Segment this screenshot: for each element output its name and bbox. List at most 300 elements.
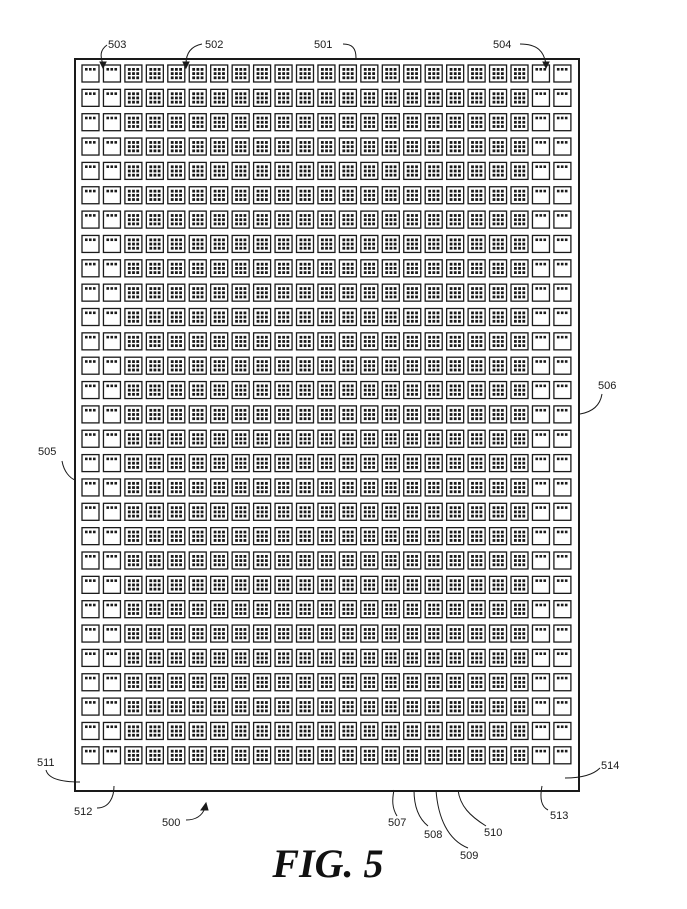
cell-dot: [325, 389, 328, 392]
cell-dot: [265, 101, 268, 104]
cell-dot: [136, 117, 139, 120]
cell-dot: [282, 340, 285, 343]
cell-dot: [407, 92, 410, 95]
cell-dot: [390, 170, 393, 173]
cell-dot: [372, 92, 375, 95]
cell-dot: [214, 584, 217, 587]
cell-dot: [394, 563, 397, 566]
cell-dot: [261, 482, 264, 485]
cell-dot: [175, 588, 178, 591]
cell-dot: [347, 393, 350, 396]
cell-dot: [265, 194, 268, 197]
interior-cell: [339, 162, 356, 179]
cell-dot: [244, 316, 247, 319]
cell-dot: [304, 417, 307, 420]
cell-dot: [321, 97, 324, 100]
cell-dot: [407, 539, 410, 542]
cell-dot: [372, 141, 375, 144]
cell-dot: [128, 466, 131, 469]
interior-cell: [404, 65, 421, 82]
cell-dot: [261, 413, 264, 416]
cell-dot: [201, 271, 204, 274]
cell-dot: [201, 364, 204, 367]
cell-dot: [428, 320, 431, 323]
cell-dot: [428, 515, 431, 518]
cell-dot: [342, 316, 345, 319]
interior-cell: [361, 333, 378, 350]
cell-dot: [411, 417, 414, 420]
cell-dot: [450, 145, 453, 148]
cell-dot: [261, 238, 264, 241]
cell-dot: [347, 360, 350, 363]
cell-dot: [390, 149, 393, 152]
cell-dot: [514, 170, 517, 173]
cell-dot: [244, 579, 247, 582]
cell-dot: [407, 389, 410, 392]
cell-dot: [342, 563, 345, 566]
cell-dot: [351, 535, 354, 538]
interior-cell: [318, 552, 335, 569]
cell-dot: [428, 287, 431, 290]
cell-dot: [514, 482, 517, 485]
cell-dot: [450, 511, 453, 514]
cell-dot: [196, 539, 199, 542]
cell-dot: [394, 336, 397, 339]
cell-dot: [114, 68, 117, 71]
cell-dot: [239, 535, 242, 538]
cell-dot: [557, 433, 560, 436]
cell-dot: [136, 287, 139, 290]
cell-dot: [244, 511, 247, 514]
cell-dot: [171, 287, 174, 290]
cell-dot: [261, 125, 264, 128]
cell-dot: [385, 296, 388, 299]
cell-dot: [497, 267, 500, 270]
cell-dot: [390, 125, 393, 128]
cell-dot: [342, 511, 345, 514]
cell-dot: [368, 442, 371, 445]
cell-dot: [265, 247, 268, 250]
cell-outline: [103, 576, 120, 593]
cell-dot: [329, 291, 332, 294]
cell-dot: [196, 117, 199, 120]
cell-dot: [265, 393, 268, 396]
cell-dot: [218, 531, 221, 534]
edge-cell: [103, 333, 120, 350]
cell-dot: [132, 97, 135, 100]
cell-dot: [300, 194, 303, 197]
cell-dot: [89, 238, 92, 241]
cell-dot: [175, 218, 178, 221]
cell-dot: [522, 190, 525, 193]
interior-cell: [168, 162, 185, 179]
interior-cell: [254, 211, 271, 228]
cell-dot: [175, 340, 178, 343]
cell-dot: [235, 584, 238, 587]
cell-dot: [235, 68, 238, 71]
cell-dot: [415, 385, 418, 388]
interior-cell: [382, 503, 399, 520]
interior-cell: [275, 455, 292, 472]
cell-dot: [329, 369, 332, 372]
cell-dot: [364, 588, 367, 591]
cell-dot: [222, 214, 225, 217]
cell-dot: [368, 409, 371, 412]
cell-dot: [450, 385, 453, 388]
cell-dot: [428, 271, 431, 274]
cell-dot: [493, 506, 496, 509]
cell-dot: [196, 149, 199, 152]
cell-dot: [308, 291, 311, 294]
cell-dot: [475, 360, 478, 363]
cell-dot: [415, 72, 418, 75]
interior-cell: [232, 260, 249, 277]
cell-dot: [493, 462, 496, 465]
cell-dot: [501, 141, 504, 144]
cell-dot: [257, 271, 260, 274]
interior-cell: [339, 187, 356, 204]
cell-dot: [257, 117, 260, 120]
cell-dot: [265, 458, 268, 461]
cell-dot: [257, 190, 260, 193]
interior-cell: [232, 138, 249, 155]
interior-cell: [425, 187, 442, 204]
interior-cell: [189, 382, 206, 399]
cell-outline: [554, 552, 571, 569]
cell-dot: [407, 409, 410, 412]
cell-dot: [497, 291, 500, 294]
cell-dot: [304, 312, 307, 315]
cell-dot: [432, 482, 435, 485]
cell-dot: [282, 535, 285, 538]
cell-dot: [321, 218, 324, 221]
cell-dot: [128, 458, 131, 461]
cell-dot: [347, 68, 350, 71]
cell-dot: [329, 214, 332, 217]
edge-cell: [554, 235, 571, 252]
cell-dot: [428, 170, 431, 173]
cell-dot: [282, 296, 285, 299]
cell-outline: [554, 333, 571, 350]
cell-dot: [286, 413, 289, 416]
cell-dot: [106, 482, 109, 485]
cell-dot: [497, 442, 500, 445]
cell-dot: [407, 462, 410, 465]
cell-dot: [454, 535, 457, 538]
cell-dot: [257, 442, 260, 445]
cell-dot: [136, 442, 139, 445]
cell-dot: [368, 247, 371, 250]
cell-dot: [128, 344, 131, 347]
cell-dot: [493, 442, 496, 445]
cell-dot: [342, 320, 345, 323]
cell-dot: [450, 413, 453, 416]
cell-dot: [218, 360, 221, 363]
cell-dot: [282, 531, 285, 534]
cell-dot: [278, 458, 281, 461]
cell-dot: [149, 243, 152, 246]
cell-dot: [437, 271, 440, 274]
cell-dot: [239, 555, 242, 558]
cell-dot: [261, 97, 264, 100]
cell-dot: [535, 238, 538, 241]
cell-dot: [514, 218, 517, 221]
cell-dot: [222, 385, 225, 388]
cell-dot: [497, 72, 500, 75]
cell-dot: [214, 68, 217, 71]
cell-dot: [394, 369, 397, 372]
cell-dot: [304, 555, 307, 558]
cell-dot: [364, 243, 367, 246]
cell-dot: [89, 579, 92, 582]
cell-dot: [278, 364, 281, 367]
interior-cell: [447, 333, 464, 350]
cell-dot: [347, 296, 350, 299]
cell-dot: [192, 223, 195, 226]
cell-dot: [497, 97, 500, 100]
cell-dot: [201, 437, 204, 440]
cell-dot: [390, 291, 393, 294]
cell-dot: [149, 223, 152, 226]
cell-dot: [364, 486, 367, 489]
cell-dot: [394, 170, 397, 173]
cell-dot: [501, 393, 504, 396]
cell-dot: [132, 263, 135, 266]
cell-dot: [493, 360, 496, 363]
cell-dot: [351, 563, 354, 566]
cell-dot: [557, 482, 560, 485]
cell-dot: [235, 437, 238, 440]
cell-dot: [154, 364, 157, 367]
interior-cell: [490, 357, 507, 374]
cell-dot: [154, 340, 157, 343]
cell-dot: [106, 141, 109, 144]
cell-dot: [394, 263, 397, 266]
cell-dot: [480, 511, 483, 514]
interior-cell: [168, 576, 185, 593]
cell-dot: [257, 360, 260, 363]
cell-dot: [132, 320, 135, 323]
cell-dot: [154, 145, 157, 148]
cell-dot: [128, 76, 131, 79]
interior-cell: [511, 284, 528, 301]
cell-dot: [437, 385, 440, 388]
cell-dot: [368, 458, 371, 461]
cell-dot: [518, 340, 521, 343]
cell-dot: [132, 344, 135, 347]
cell-dot: [454, 563, 457, 566]
cell-dot: [304, 588, 307, 591]
interior-cell: [425, 162, 442, 179]
cell-dot: [351, 296, 354, 299]
cell-dot: [158, 584, 161, 587]
cell-dot: [257, 385, 260, 388]
cell-dot: [480, 149, 483, 152]
interior-cell: [275, 503, 292, 520]
cell-dot: [454, 76, 457, 79]
cell-dot: [128, 287, 131, 290]
cell-dot: [347, 145, 350, 148]
edge-cell: [103, 552, 120, 569]
cell-dot: [132, 149, 135, 152]
cell-dot: [321, 393, 324, 396]
cell-dot: [372, 316, 375, 319]
cell-dot: [136, 174, 139, 177]
cell-dot: [300, 243, 303, 246]
cell-dot: [235, 218, 238, 221]
cell-dot: [493, 389, 496, 392]
cell-dot: [454, 490, 457, 493]
cell-dot: [351, 247, 354, 250]
cell-dot: [432, 409, 435, 412]
cell-dot: [300, 190, 303, 193]
cell-dot: [171, 506, 174, 509]
cell-dot: [128, 267, 131, 270]
cell-dot: [480, 72, 483, 75]
interior-cell: [168, 260, 185, 277]
edge-cell: [103, 455, 120, 472]
cell-dot: [497, 433, 500, 436]
cell-dot: [522, 218, 525, 221]
interior-cell: [254, 235, 271, 252]
interior-cell: [382, 138, 399, 155]
cell-dot: [321, 291, 324, 294]
cell-dot: [261, 198, 264, 201]
cell-outline: [103, 357, 120, 374]
cell-dot: [385, 198, 388, 201]
cell-dot: [201, 145, 204, 148]
cell-dot: [475, 190, 478, 193]
cell-dot: [304, 413, 307, 416]
cell-dot: [218, 511, 221, 514]
cell-dot: [347, 462, 350, 465]
cell-dot: [368, 588, 371, 591]
cell-dot: [149, 165, 152, 168]
cell-dot: [471, 531, 474, 534]
cell-dot: [196, 68, 199, 71]
cell-dot: [411, 101, 414, 104]
cell-dot: [171, 563, 174, 566]
cell-dot: [235, 76, 238, 79]
cell-dot: [278, 482, 281, 485]
cell-dot: [458, 243, 461, 246]
interior-cell: [189, 309, 206, 326]
cell-dot: [265, 437, 268, 440]
cell-dot: [364, 145, 367, 148]
cell-dot: [407, 442, 410, 445]
edge-cell: [82, 65, 99, 82]
cell-dot: [428, 141, 431, 144]
cell-dot: [304, 72, 307, 75]
cell-dot: [501, 417, 504, 420]
cell-dot: [261, 312, 264, 315]
cell-dot: [235, 506, 238, 509]
cell-dot: [368, 433, 371, 436]
cell-dot: [304, 482, 307, 485]
cell-dot: [493, 243, 496, 246]
cell-dot: [304, 218, 307, 221]
cell-dot: [321, 336, 324, 339]
cell-dot: [415, 214, 418, 217]
cell-dot: [265, 149, 268, 152]
cell-dot: [214, 141, 217, 144]
cell-dot: [432, 486, 435, 489]
cell-dot: [149, 413, 152, 416]
cell-dot: [428, 190, 431, 193]
cell-dot: [244, 117, 247, 120]
cell-dot: [321, 539, 324, 542]
cell-dot: [480, 462, 483, 465]
cell-dot: [565, 458, 568, 461]
cell-dot: [329, 437, 332, 440]
cell-dot: [565, 531, 568, 534]
cell-dot: [175, 76, 178, 79]
cell-dot: [158, 559, 161, 562]
cell-dot: [175, 385, 178, 388]
interior-cell: [425, 382, 442, 399]
cell-dot: [385, 117, 388, 120]
cell-dot: [282, 320, 285, 323]
cell-dot: [372, 442, 375, 445]
cell-dot: [522, 76, 525, 79]
cell-dot: [308, 214, 311, 217]
cell-dot: [179, 76, 182, 79]
cell-dot: [308, 149, 311, 152]
cell-dot: [390, 312, 393, 315]
interior-cell: [168, 528, 185, 545]
cell-dot: [415, 458, 418, 461]
cell-dot: [218, 584, 221, 587]
cell-dot: [300, 340, 303, 343]
cell-dot: [364, 149, 367, 152]
cell-dot: [325, 482, 328, 485]
cell-dot: [192, 247, 195, 250]
cell-dot: [543, 555, 546, 558]
cell-dot: [321, 312, 324, 315]
cell-dot: [522, 360, 525, 363]
cell-dot: [110, 165, 113, 168]
cell-dot: [522, 433, 525, 436]
cell-dot: [149, 433, 152, 436]
cell-dot: [136, 389, 139, 392]
cell-dot: [265, 316, 268, 319]
cell-dot: [493, 320, 496, 323]
interior-cell: [425, 89, 442, 106]
cell-dot: [501, 385, 504, 388]
cell-dot: [407, 588, 410, 591]
cell-dot: [368, 360, 371, 363]
cell-dot: [428, 238, 431, 241]
cell-dot: [450, 238, 453, 241]
cell-dot: [342, 238, 345, 241]
cell-dot: [282, 287, 285, 290]
cell-dot: [518, 360, 521, 363]
cell-dot: [196, 511, 199, 514]
cell-dot: [175, 198, 178, 201]
cell-dot: [235, 442, 238, 445]
cell-dot: [158, 385, 161, 388]
interior-cell: [318, 576, 335, 593]
cell-dot: [149, 238, 152, 241]
cell-dot: [239, 511, 242, 514]
cell-dot: [222, 433, 225, 436]
edge-cell: [532, 235, 549, 252]
cell-dot: [493, 364, 496, 367]
cell-dot: [265, 409, 268, 412]
cell-dot: [136, 369, 139, 372]
interior-cell: [447, 357, 464, 374]
cell-dot: [522, 336, 525, 339]
